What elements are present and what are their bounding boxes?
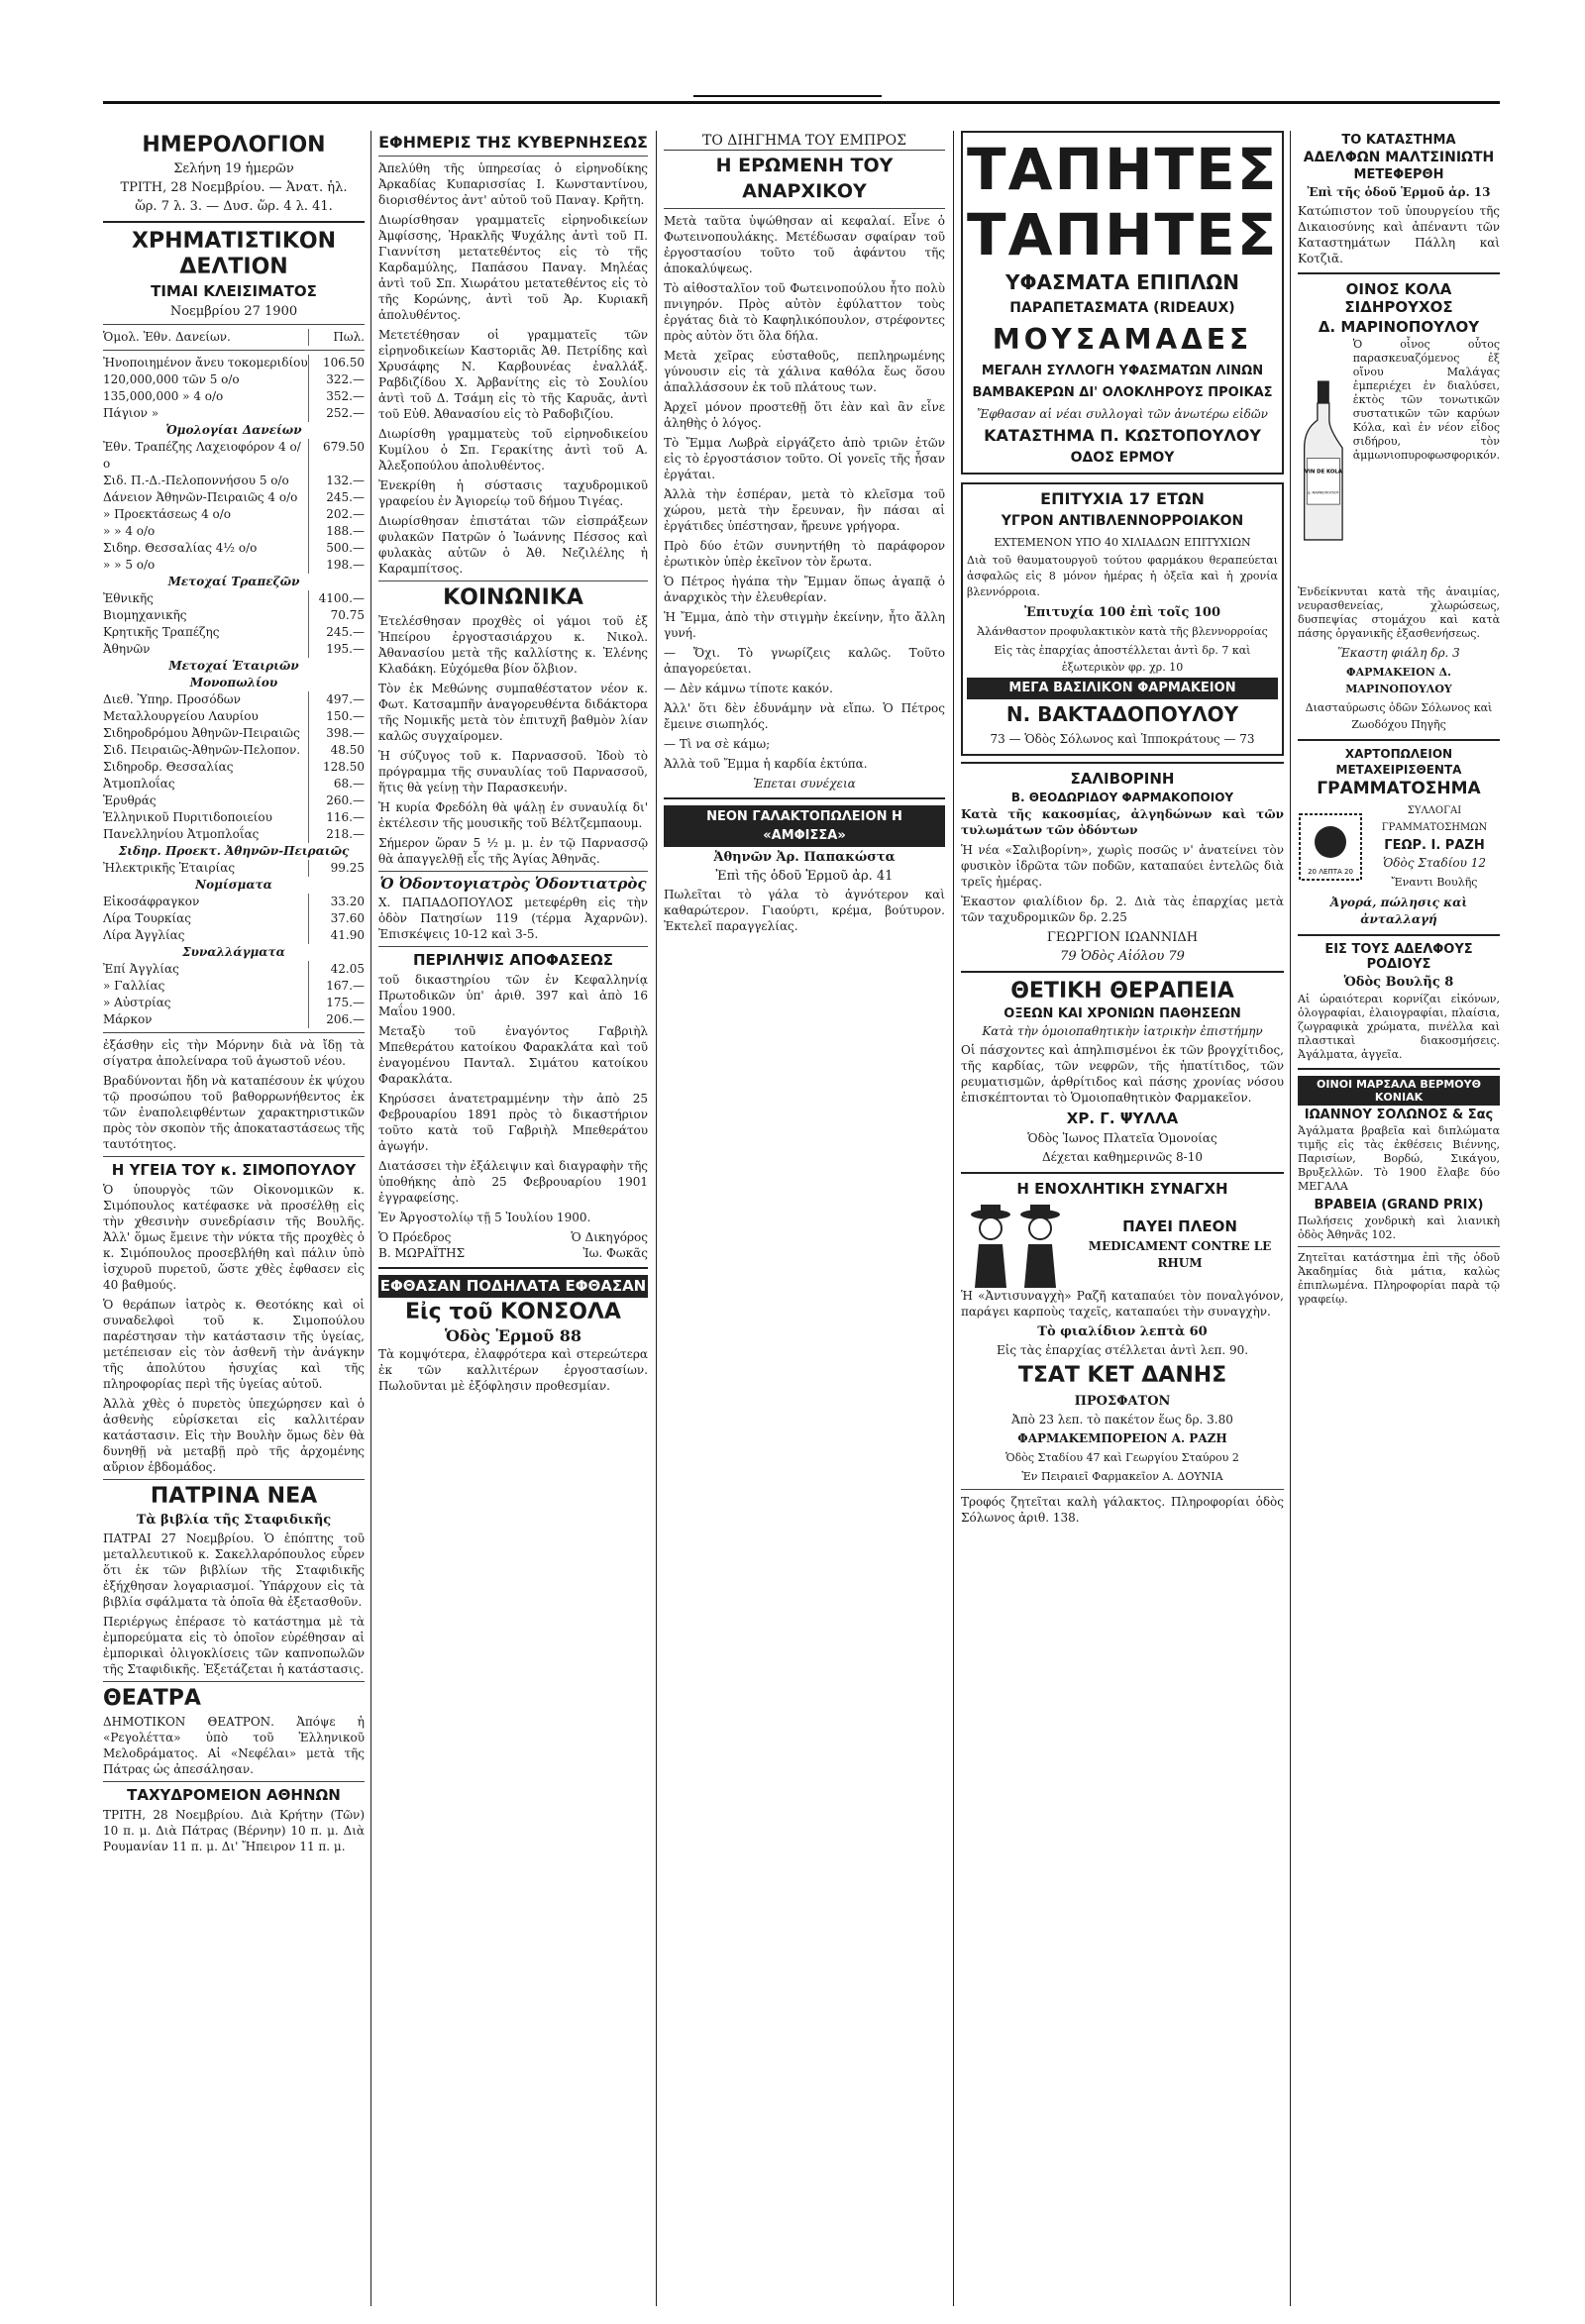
article-paragraph: ΤΡΙΤΗ, 28 Νοεμβρίου. Διὰ Κρήτην (Τῶν) 10 π. μ. Διὰ Πάτρας (Βέρνην) 10 π. μ. Διὰ Ρουμανίαν 11 π. μ. Δι' Ἤπειρον 11 π. μ. bbox=[103, 1808, 365, 1853]
article-paragraph: Ἐν Ἀργοστολίῳ τῇ 5 Ἰουλίου 1900. bbox=[378, 1211, 591, 1224]
financial-row-value: 198.— bbox=[308, 557, 365, 574]
financial-row-value: 497.— bbox=[308, 691, 365, 708]
article-paragraph: Ἀλλ' ὅτι δὲν ἐδυνάμην νὰ εἴπω. Ὁ Πέτρος ἔμεινε σιωπηλός. bbox=[664, 701, 945, 731]
financial-table-row bbox=[103, 422, 365, 439]
financial-header-left: Ὁμολ. Ἐθν. Δανείων. bbox=[103, 330, 231, 344]
kola-wine-body bbox=[1298, 338, 1500, 585]
financial-row-name: Κρητικῆς Τραπέζης bbox=[103, 625, 220, 639]
article-paragraph: Μετὰ ταῦτα ὑψώθησαν αἱ κεφαλαί. Εἶνε ὁ Φωτεινοπουλάκης. Μετέδωσαν σφαίραν τοῦ ἐργοστασίου τοῦτο τοῦ ἀφάντου τῆς ἀποκαλύψεως. bbox=[664, 214, 945, 275]
financial-row-value: 116.— bbox=[308, 809, 365, 826]
financial-row-value: 132.— bbox=[308, 473, 365, 489]
post-office-heading: ΤΑΧΥΔΡΟΜΕΙΟΝ ΑΘΗΝΩΝ bbox=[127, 1786, 341, 1804]
wines-maker: ΙΩΑΝΝΟΥ ΣΟΛΩΝΟΣ & Σας bbox=[1304, 1108, 1494, 1122]
theatres-heading: ΘΕΑΤΡΑ bbox=[103, 1686, 201, 1711]
financial-table-row bbox=[103, 489, 365, 506]
financial-table-header bbox=[103, 329, 365, 346]
pharmacy-line: Ν. ΒΑΚΤΑΔΟΠΟΥΛΟΥ bbox=[1005, 702, 1239, 726]
ad-paragraph: Ἡ «Ἀντισυναγχὴ» Ραζῆ καταπαύει τὸν ποναλγόνον, παράγει καρποὺς ταχεῖς, καταπαύει τὴν συναγχὴν. bbox=[961, 1289, 1284, 1319]
story-kicker: ΤΟ ΔΙΗΓΗΜΑ ΤΟΥ ΕΜΠΡΟΣ bbox=[664, 133, 945, 151]
pharmacy-line: 73 — Ὁδὸς Σόλωνος καὶ Ἱπποκράτους — 73 bbox=[990, 732, 1255, 746]
financial-row-name: » » 4 ο/ο bbox=[103, 524, 156, 538]
financial-row-value: 679.50 bbox=[308, 439, 365, 473]
patras-news-subheading: Τὰ βιβλία τῆς Σταφιδικῆς bbox=[136, 1513, 332, 1528]
financial-row-value: 218.— bbox=[308, 826, 365, 843]
financial-row-value: 42.05 bbox=[308, 961, 365, 978]
financial-row-name: Ἑρυθράς bbox=[103, 793, 157, 807]
ad-paragraph: Πωλήσεις χονδρικὴ καὶ λιανικὴ ὁδὸς Ἀθηνᾶς 102. bbox=[1298, 1215, 1500, 1241]
financial-row-value: 150.— bbox=[308, 708, 365, 725]
financial-table-row bbox=[103, 776, 365, 792]
article-paragraph: Ἀλλὰ χθὲς ὁ πυρετὸς ὑπεχώρησεν καὶ ὁ ἀσθενὴς εὑρίσκεται εἰς καλλιτέραν κατάστασιν. Εἰς τὴν Βουλὴν ὅμως δὲν θὰ δυνηθῇ νὰ μεταβῇ πρὸ τῆς ἀρχομένης αὔριον ἑβδομάδος. bbox=[103, 1397, 365, 1474]
carpets-line: ΜΟΥΣΑΜΑΔΕΣ bbox=[992, 323, 1253, 356]
government-gazette-heading: ΕΦΗΜΕΡΙΣ ΤΗΣ ΚΥΒΕΡΝΗΣΕΩΣ bbox=[378, 133, 648, 152]
article-paragraph: — Τὶ να σὲ κάμω; bbox=[664, 737, 771, 751]
saliborine-subheading: Β. ΘΕΟΔΩΡΙΔΟΥ ΦΑΡΜΑΚΟΠΟΙΟΥ bbox=[1010, 791, 1234, 804]
carpets-ad bbox=[961, 131, 1284, 475]
carpets-line: Ἔφθασαν αἱ νέαι συλλογαὶ τῶν ἀνωτέρω εἰδῶν bbox=[977, 407, 1268, 421]
calendar-line: ΤΡΙΤΗ, 28 Νοεμβρίου. — Ἀνατ. ἡλ. bbox=[120, 180, 348, 195]
kola-wine-maker: Δ. ΜΑΡΙΝΟΠΟΥΛΟΥ bbox=[1318, 318, 1480, 336]
pharmacy-line: ΕΧΤΕΜΕΝΟΝ ΥΠΟ 40 ΧΙΛΙΑΔΩΝ ΕΠΙΤΥΧΙΩΝ bbox=[994, 536, 1251, 549]
financial-row-value: 245.— bbox=[308, 624, 365, 641]
financial-table-row bbox=[103, 910, 365, 927]
financial-table-row bbox=[103, 607, 365, 624]
stamp-value-text: 20 ΛΕΠΤΑ 20 bbox=[1308, 867, 1353, 876]
financial-bulletin-title: ΧΡΗΜΑΤΙΣΤΙΚΟΝ ΔΕΛΤΙΟΝ bbox=[132, 229, 336, 279]
financial-row-value: 128.50 bbox=[308, 759, 365, 776]
financial-table-row bbox=[103, 759, 365, 776]
ad-paragraph: Ἐν Πειραιεῖ Φαρμακεῖον Α. ΔΟΥΝΙΑ bbox=[1021, 1470, 1223, 1483]
stamps-body bbox=[1298, 800, 1500, 893]
stamps-heading: ΜΕΤΑΧΕΙΡΙΣΘΕΝΤΑ bbox=[1335, 763, 1462, 777]
ad-paragraph: Εἰς τὰς ἐπαρχίας στέλλεται ἀντὶ λεπ. 90. bbox=[996, 1343, 1249, 1357]
financial-row-value: 188.— bbox=[308, 523, 365, 540]
article-paragraph: Διατάσσει τὴν ἐξάλειψιν καὶ διαγραφὴν τῆς ὑποθήκης ἀπὸ 25 Φεβρουαρίου 1901 ἐγγραφείσης. bbox=[378, 1159, 648, 1205]
financial-row-name: Μάρκον bbox=[103, 1012, 153, 1026]
financial-table-row bbox=[103, 1011, 365, 1028]
financial-row-name: Βιομηχανικῆς bbox=[103, 608, 187, 622]
article-paragraph: Μετὰ χεῖρας εὐσταθοῦς, πεπληρωμένης γύνουσιν εἰς τὰ χάλινα καθόλα ἔως ὅσου ἀπαλλάσσουν ἐκ τοῦ πλάτους των. bbox=[664, 349, 945, 394]
article-paragraph: Ἡ κυρία Φρεδόλη θὰ ψάλῃ ἐν συναυλίᾳ δι' ἐκτέλεσιν τῆς μουσικῆς τοῦ Βέλτζεμπαουμ. bbox=[378, 800, 648, 830]
financial-row-name: » Αὐστρίας bbox=[103, 996, 171, 1009]
financial-row-name: Σιδ. Π.-Δ.-Πελοποννήσου 5 ο/ο bbox=[103, 474, 289, 487]
ad-paragraph: Ἐνδείκνυται κατὰ τῆς ἀναιμίας, νευρασθενείας, χλωρώσεως, δυσπεψίας στομάχου καὶ κατὰ πάσης ὀργανικῆς ἐξασθενήσεως. bbox=[1298, 585, 1500, 640]
financial-table-row bbox=[103, 574, 365, 590]
financial-table-row bbox=[103, 792, 365, 809]
financial-row-name: » Προεκτάσεως 4 ο/ο bbox=[103, 507, 232, 521]
financial-row-name: Λίρα Ἀγγλίας bbox=[103, 928, 185, 942]
financial-row-value: 352.— bbox=[308, 388, 365, 405]
article-paragraph: Βραδύνονται ἤδη νὰ καταπέσουν ἐκ ψύχου τῷ προσώπου τοῦ βαθορρωνήθεντος ἐκ τῶν ἐναπολειφθέντων χαρακτηριστικῶν πρὸς τὸν σκοπὸν τῆς ἀποκαταστάσεως τῆς ταυτότητος. bbox=[103, 1074, 365, 1151]
article-paragraph: Σήμερον ὥραν 5 ½ μ. μ. ἐν τῷ Παρνασσῷ θὰ ἀπαγγελθῇ εἷς τῆς Ἁγίας Ἀθηνᾶς. bbox=[378, 836, 648, 866]
ad-paragraph: Ζητεῖται κατάστημα ἐπὶ τῆς ὁδοῦ Ἀκαδημίας διὰ μάτια, καλὼς ἐπιπλωμένα. Πληροφορίαι παρὰ τῷ γραφείῳ. bbox=[1298, 1251, 1500, 1306]
financial-table-row bbox=[103, 995, 365, 1011]
article-paragraph: Ὁ θεράπων ἰατρὸς κ. Θεοτόκης καὶ οἱ συναδελφοὶ τοῦ κ. Σιμοπούλου παρέστησαν τὴν κατάστασιν τῆς ὑγείας, μετέπεισαν εἰς τὸν ἀσθενῆ τὴν ἀνάγκην τῆς ἀπολύτου ἡσυχίας καὶ τῆς πληροφορίας περὶ τῆς ὑγείας αὐτοῦ. bbox=[103, 1298, 365, 1391]
article-paragraph: τοῦ δικαστηρίου τῶν ἐν Κεφαλληνίᾳ Πρωτοδικῶν ὑπ' ἀριθ. 397 καὶ ἀπὸ 16 Μαΐου 1900. bbox=[378, 973, 648, 1018]
financial-row-value: 260.— bbox=[308, 792, 365, 809]
financial-row-name: Μετοχαί Τραπεζῶν bbox=[167, 575, 300, 588]
financial-row-name: Ἐθν. Τραπέζης Λαχειοφόρον 4 ο/ο bbox=[103, 440, 301, 471]
financial-header-right: Πωλ. bbox=[308, 329, 365, 346]
article-paragraph: Πωλεῖται τὸ γάλα τὸ ἀγνότερον καὶ καθαρώτερον. Γιαούρτι, κρέμα, βούτυρον. Ἐκτελεῖ παραγγελίας. bbox=[664, 888, 945, 933]
financial-row-value: 106.50 bbox=[308, 355, 365, 371]
ad-paragraph: Τροφός ζητεῖται καλὴ γάλακτος. Πληροφορίαι ὁδὸς Σόλωνος ἀριθ. 138. bbox=[961, 1495, 1284, 1525]
signature-line: Ὁ Δικηγόρος bbox=[571, 1230, 648, 1244]
cold-remedy-illustration-row bbox=[961, 1201, 1284, 1288]
ad-paragraph: ΓΕΩΡΓΙΟΝ ΙΩΑΝΝΙΔΗ bbox=[1046, 930, 1199, 945]
article-paragraph: Ἐτελέσθησαν προχθὲς οἱ γάμοι τοῦ ἐξ Ἠπείρου ἐργοστασιάρχου κ. Νικολ. Ἀθανασίου μετὰ τῆς καλλίστης κ. Ἐλένης Κλαδάκη. Εὐχόμεθα βίον ὄλβιον. bbox=[378, 614, 648, 676]
financial-row-value: 70.75 bbox=[308, 607, 365, 624]
financial-row-name: Ἀτμοπλοΐας bbox=[103, 777, 175, 791]
financial-bulletin-date: Νοεμβρίου 27 1900 bbox=[169, 304, 298, 319]
article-paragraph: Χ. ΠΑΠΑΔΟΠΟΥΛΟΣ μετεφέρθη εἰς τὴν ὁδὸν Πατησίων 119 (τέρμα Ἀχαρνῶν). Ἐπισκέψεις 10-12 καὶ 3-5. bbox=[378, 896, 648, 941]
financial-row-name: » Γαλλίας bbox=[103, 979, 165, 993]
financial-row-name: Μετοχαί Ἑταιριῶν bbox=[168, 659, 299, 673]
saliborine-heading: ΣΑΛΙΒΟΡΙΝΗ bbox=[1070, 770, 1175, 788]
ad-paragraph: Ἀγορά, πώλησις καὶ ἀνταλλαγή bbox=[1329, 896, 1468, 926]
article-paragraph: Πρὸ δύο ἐτῶν συνηντήθη τὸ παράφορον ἐρωτικὸν ὑπὲρ ἐκεῖνον τὸν ἔρωτα. bbox=[664, 539, 945, 569]
article-paragraph: — Δὲν κάμνω τίποτε κακόν. bbox=[664, 682, 833, 695]
ad-paragraph: Ἔναντι Βουλῆς bbox=[1391, 876, 1478, 889]
cold-remedy-subheading: ΠΑΥΕΙ ΠΛΕΟΝ bbox=[1122, 1216, 1237, 1235]
financial-table-row bbox=[103, 691, 365, 708]
signature-line: Ἰω. Φωκᾶς bbox=[582, 1246, 648, 1260]
therapy-name: ΧΡ. Γ. ΨΥΛΛΑ bbox=[1066, 1109, 1179, 1127]
financial-row-name: Ἀθηνῶν bbox=[103, 642, 151, 656]
column-2 bbox=[378, 131, 648, 2306]
bicycles-shop: Εἰς τοῦ ΚΟΝΣΟΛΑ bbox=[405, 1300, 621, 1324]
dairy-owner: Ἀθηνῶν Ἀρ. Παπακώστα bbox=[713, 850, 896, 865]
financial-row-name: Νομίσματα bbox=[195, 878, 272, 892]
financial-row-name: Σιδηρ. Θεσσαλίας 4½ ο/ο bbox=[103, 541, 258, 555]
financial-row-value: 41.90 bbox=[308, 927, 365, 944]
article-paragraph: Περιέργως ἐπέρασε τὸ κατάστημα μὲ τὰ ἐμπορεύματα εἰς τὸ ὁποῖον εὑρέθησαν αἱ ἐμπορικαὶ ὀλιγοκλίσεις τῶν καπνοπωλῶν τῆς Σταφιδικῆς. Ἐξετάζεται ἡ κατάστασις. bbox=[103, 1615, 365, 1676]
to-be-continued: Ἐπεται συνέχεια bbox=[753, 777, 856, 791]
article-paragraph: Διωρίσθη γραμματεὺς τοῦ εἰρηνοδικείου Κυμίλου ὁ Σπ. Γερακίτης ἀντὶ τοῦ Α. Ἀλεξοπούλου ἀπολυθέντος. bbox=[378, 427, 648, 473]
column-rule bbox=[656, 131, 657, 2306]
pharmacy-ad bbox=[961, 482, 1284, 756]
rodios-heading: ΕΙΣ ΤΟΥΣ ΑΔΕΛΦΟΥΣ ΡΟΔΙΟΥΣ bbox=[1324, 942, 1473, 972]
tea-heading: ΤΣΑΤ ΚΕΤ ΔΑΝΗΣ bbox=[1017, 1363, 1227, 1388]
stamps-seller: ΓΕΩΡ. Ι. ΡΑΖΗ bbox=[1384, 838, 1485, 853]
financial-row-name: Σιδ. Πειραιῶς-Ἀθηνῶν-Πελοπον. bbox=[103, 743, 301, 757]
financial-row-value: 167.— bbox=[308, 978, 365, 995]
financial-row-name: Πάγιον » bbox=[103, 406, 159, 420]
financial-row-value: 500.— bbox=[308, 540, 365, 557]
financial-row-name: Λίρα Τουρκίας bbox=[103, 911, 191, 925]
financial-row-name: Ἐθνικῆς bbox=[103, 591, 154, 605]
column-4 bbox=[961, 131, 1284, 2306]
financial-row-value: 33.20 bbox=[308, 894, 365, 910]
ad-paragraph: Δέχεται καθημερινῶς 8-10 bbox=[1042, 1150, 1203, 1164]
financial-table-row bbox=[103, 506, 365, 523]
financial-row-name: Σιδηροδρ. Θεσσαλίας bbox=[103, 760, 234, 774]
article-paragraph: Ἀλλὰ τὴν ἑσπέραν, μετὰ τὸ κλεῖσμα τοῦ χώρου, μετὰ τὴν ἔρευναν, ἣν πάσαι αἱ ἐργάτιδες ὑπέστησαν, ἤρευνε γρήγορα. bbox=[664, 487, 945, 533]
financial-row-value: 322.— bbox=[308, 371, 365, 388]
calendar-title: ΗΜΕΡΟΛΟΓΙΟΝ bbox=[142, 133, 326, 158]
financial-table-row bbox=[103, 523, 365, 540]
financial-row-value: 175.— bbox=[308, 995, 365, 1011]
cold-remedy-french: MEDICAMENT CONTRE LE RHUM bbox=[1088, 1238, 1272, 1270]
article-paragraph: Ὁ ὑπουργὸς τῶν Οἰκονομικῶν κ. Σιμόπουλος κατέφασκε νὰ προσέλθῃ εἰς τὴν χθεσινὴν συνεδρίασιν τῆς Βουλῆς. Ἀλλ' ὅμως ἔμεινε τὴν νύκτα τῆς προχθὲς ὁ κ. Σιμόπουλος προσεβλήθη καὶ πάλιν ὑπὸ ἰσχυροῦ πυρετοῦ, ὥστε χθὲς ἐφθασεν εἰς 40 βαθμούς. bbox=[103, 1183, 365, 1292]
column-rule bbox=[1290, 131, 1291, 2306]
financial-row-value: 99.25 bbox=[308, 860, 365, 877]
financial-table-row bbox=[103, 809, 365, 826]
ad-paragraph: Ἐκαστον φιαλίδιον δρ. 2. Διὰ τὰς ἐπαρχίας μετὰ τῶν ταχυδρομικῶν δρ. 2.25 bbox=[961, 895, 1284, 924]
store-moved-heading: ΑΔΕΛΦΩΝ ΜΑΛΤΣΙΝΙΩΤΗ bbox=[1303, 150, 1495, 165]
carpets-line: ΟΔΟΣ ΕΡΜΟΥ bbox=[1070, 450, 1175, 466]
article-paragraph: — Ὄχι. Τὸ γνωρίζεις καλῶς. Τοῦτο ἀπαγορεύεται. bbox=[664, 646, 945, 676]
ad-paragraph: ΦΑΡΜΑΚΕΙΟΝ Δ. ΜΑΡΙΝΟΠΟΥΛΟΥ bbox=[1345, 666, 1452, 695]
stamps-heading: ΓΡΑΜΜΑΤΟΣΗΜΑ bbox=[1317, 779, 1481, 798]
pharmacy-line: ΥΓΡΟΝ ΑΝΤΙΒΛΕΝΝΟΡΡΟΙΑΚΟΝ bbox=[1001, 513, 1244, 529]
ad-paragraph: Ὁ οἶνος οὗτος παρασκευαζόμενος ἐξ οἴνου Μαλάγας ἐμπεριέχει ἐν διαλύσει, ἐκτὸς τῶν τονωτικῶν συστατικῶν τῶν καρύων Κόλα, καὶ ἐν νέον εἶδος σιδήρου, τὸν ἁμμωνιοπυροφωσφορικόν. bbox=[1352, 338, 1500, 462]
therapy-heading: ΘΕΤΙΚΗ ΘΕΡΑΠΕΙΑ bbox=[1010, 979, 1234, 1004]
ad-paragraph: Κατώπιστον τοῦ ὑπουργείου τῆς Δικαιοσύνης καὶ ἀπέναντι τῶν Καταστημάτων Πάλλη καὶ Κοτζιᾶ. bbox=[1298, 204, 1500, 265]
financial-table bbox=[103, 355, 365, 1028]
financial-table-row bbox=[103, 540, 365, 557]
ad-paragraph: Ὁδὸς Σταδίου 47 καὶ Γεωργίου Σταύρου 2 bbox=[1005, 1451, 1239, 1464]
article-paragraph: Ἀλλὰ τοῦ Ἔμμα ἡ καρδία ἐκτύπα. bbox=[664, 757, 868, 771]
dairy-banner: ΝΕΟΝ ΓΑΛΑΚΤΟΠΩΛΕΙΟΝ Η «ΑΜΦΙΣΣΑ» bbox=[664, 805, 945, 847]
carpets-line: ΥΦΑΣΜΑΤΑ ΕΠΙΠΛΩΝ bbox=[1005, 270, 1239, 294]
article-paragraph: Τὸ αἱθοσταλῖον τοῦ Φωτεινοπούλου ἦτο πολὺ πνιγηρόν. Πρὸς αὐτὸν ἐφύλαττον τοὺς ἐργάτας διὰ τὸ Καφηλικόπουλον, στρέφοντες πρὸς αὐτὸν ὅτι ὅλα δήλα. bbox=[664, 281, 945, 343]
article-paragraph: ἐξάσθην εἰς τὴν Μόρνην διὰ νὰ ἴδῃ τὰ σίγατρα ἀπολείναρα τοῦ ἀγωστοῦ νέου. bbox=[103, 1038, 365, 1068]
financial-table-row bbox=[103, 590, 365, 607]
ad-paragraph: Ἀπὸ 23 λεπ. τὸ πακέτον ἕως δρ. 3.80 bbox=[1011, 1413, 1233, 1426]
financial-row-name: Ἑλληνικοῦ Πυριτιδοποιείου bbox=[103, 810, 272, 824]
social-heading: ΚΟΙΝΩΝΙΚΑ bbox=[443, 585, 583, 610]
financial-row-value: 195.— bbox=[308, 641, 365, 658]
cold-remedy-heading: Η ΕΝΟΧΛΗΤΙΚΗ ΣΥΝΑΓΧΗ bbox=[1016, 1180, 1228, 1198]
calendar-line: Σελήνη 19 ἡμερῶν bbox=[173, 161, 294, 176]
financial-row-name: Ἠνοποιημένον ἄνευ τοκομεριδίου bbox=[103, 356, 308, 370]
financial-row-name: Σιδηρ. Προεκτ. Ἀθηνῶν-Πειραιῶς bbox=[118, 844, 350, 858]
story-title: Η ΕΡΩΜΕΝΗ ΤΟΥ ΑΝΑΡΧΙΚΟΥ bbox=[715, 155, 894, 202]
financial-row-name: Ἠλεκτρικῆς Ἑταιρίας bbox=[103, 861, 236, 875]
pharmacy-line: ΕΠΙΤΥΧΙΑ 17 ΕΤΩΝ bbox=[1040, 489, 1205, 508]
bicycles-address: Ὁδὸς Ἑρμοῦ 88 bbox=[444, 1326, 582, 1345]
financial-row-name: Πανελληνίου Ἀτμοπλοΐας bbox=[103, 827, 260, 841]
financial-table-row bbox=[103, 641, 365, 658]
signatures bbox=[378, 1229, 648, 1261]
financial-table-row bbox=[103, 742, 365, 759]
financial-row-value: 37.60 bbox=[308, 910, 365, 927]
wines-banner: ΟΙΝΟΙ ΜΑΡΣΑΛΑ ΒΕΡΜΟΥΘ ΚΟΝΙΑΚ bbox=[1298, 1076, 1500, 1106]
pharmacy-line: Εἰς τὰς ἐπαρχίας ἀποστέλλεται ἀντὶ δρ. 7 καὶ ἐξωτερικὸν φρ. χρ. 10 bbox=[994, 644, 1251, 674]
financial-table-row bbox=[103, 725, 365, 742]
financial-row-name: Δάνειον Ἀθηνῶν-Πειραιῶς 4 ο/ο bbox=[103, 490, 298, 504]
carpets-headline: ΤΑΠΗΤΕΣ ΤΑΠΗΤΕΣ bbox=[967, 136, 1279, 268]
ad-paragraph: Ἐπὶ τῆς ὁδοῦ Ἑρμοῦ ἀρ. 13 bbox=[1307, 185, 1491, 199]
kola-wine-heading: ΟΙΝΟΣ ΚΟΛΑ ΣΙΔΗΡΟΥΧΟΣ bbox=[1344, 280, 1453, 316]
dentist-heading: Ὁ Ὀδοντογιατρὸς Ὁδοντιατρὸς bbox=[379, 875, 647, 893]
financial-table-row bbox=[103, 388, 365, 405]
ad-paragraph: Οἱ πάσχοντες καὶ ἀπηλπισμένοι ἐκ τῶν βρογχίτιδος, τῆς καρδίας, τῶν νεφρῶν, τῆς ἡπατίτιδος, τῶν ρευματισμῶν, ἀρθρίτιδος καὶ πάσης χρονίας νόσου ἐπισκέπτονται τὸ Ὁμοιοπαθητικὸν Φαρμακεῖον. bbox=[961, 1043, 1284, 1105]
financial-bulletin-subtitle: ΤΙΜΑΙ ΚΛΕΙΣΙΜΑΤΟΣ bbox=[151, 282, 317, 300]
financial-row-name: Μονοπωλίου bbox=[189, 676, 278, 689]
financial-table-row bbox=[103, 371, 365, 388]
financial-row-name: Μεταλλουργείου Λαυρίου bbox=[103, 709, 259, 723]
ad-paragraph: Τὸ φιαλίδιον λεπτὰ 60 bbox=[1037, 1324, 1208, 1339]
financial-table-row bbox=[103, 473, 365, 489]
ad-paragraph: Ὁδὸς Ἰωνος Πλατεῖα Ὁμονοίας bbox=[1027, 1131, 1217, 1145]
financial-row-value: 48.50 bbox=[308, 742, 365, 759]
article-paragraph: Τὸν ἐκ Μεθώνης συμπαθέστατον νέον κ. Φωτ. Κατσαμπῆν ἀναγορευθέντα διδάκτορα τῆς Νομικῆς μετὰ τὸν ἐπιτυχῆ βαθμὸν λίαν καλῶς συγχαίρομεν. bbox=[378, 682, 648, 743]
signature-line: Ὁ Πρόεδρος bbox=[378, 1230, 452, 1244]
carpets-line: ΠΑΡΑΠΕΤΑΣΜΑΤΑ (RIDEAUX) bbox=[1009, 300, 1235, 316]
financial-table-row bbox=[103, 439, 365, 473]
postage-stamp-icon bbox=[1298, 812, 1363, 882]
column-1 bbox=[103, 131, 365, 2306]
stamps-heading: ΧΑΡΤΟΠΩΛΕΙΟΝ bbox=[1344, 747, 1453, 761]
court-summary-heading: ΠΕΡΙΛΗΨΙΣ ΑΠΟΦΑΣΕΩΣ bbox=[412, 951, 614, 969]
financial-table-row bbox=[103, 843, 365, 860]
article-paragraph: Τὸ Ἔμμα Λωβρὰ εἰργάζετο ἀπὸ τριῶν ἐτῶν εἰς τὸ ἐργοστάσιον τοῦτο. Οἱ γονεῖς τῆς ἦσαν ἐργάται. bbox=[664, 436, 945, 481]
signature-line: Β. ΜΩΡΑΪΤΗΣ bbox=[378, 1246, 466, 1260]
financial-table-row bbox=[103, 860, 365, 877]
rodios-address: Ὁδὸς Βουλῆς 8 bbox=[1343, 975, 1454, 990]
article-paragraph: Ἀπελύθη τῆς ὑπηρεσίας ὁ εἰρηνοδίκης Ἀρκαδίας Κυπαρισσίας Ι. Κωνσταντίνου, διορισθέντος ἀντ' αὐτοῦ τοῦ Παναγ. Κρῆτη. bbox=[378, 161, 648, 207]
financial-table-row bbox=[103, 624, 365, 641]
article-paragraph: Τὰ κομψότερα, ἐλαφρότερα καὶ στερεώτερα ἐκ τῶν καλλιτέρων ἐργοστασίων. Πωλοῦνται μὲ ἐξόφλησιν προθεσμίαν. bbox=[378, 1347, 648, 1393]
carpets-line: ΒΑΜΒΑΚΕΡΩΝ ΔΙ' ΟΛΟΚΛΗΡΟΥΣ ΠΡΟΙΚΑΣ bbox=[972, 385, 1273, 400]
financial-row-name: » » 5 ο/ο bbox=[103, 558, 156, 572]
bottle-label-text: Δ. ΜΑΡΙΝΟΠΟΥΛΟΥ bbox=[1308, 490, 1339, 495]
ad-paragraph: Ἀγάλματα βραβεῖα καὶ διπλώματα τιμῆς εἰς τὰς ἐκθέσεις Βιέννης, Παρισίων, Βορδώ, Σικάγου, Βρυξελλῶν. Τὸ 1900 ἔλαβε δύο ΜΕΓΑΛΑ bbox=[1298, 1124, 1500, 1193]
bottle-label-text: VIN DE KOLA bbox=[1304, 469, 1342, 475]
ad-paragraph: Ὁδὸς Σταδίου 12 bbox=[1382, 856, 1487, 870]
financial-row-name: Εἰκοσάφραγκον bbox=[103, 895, 200, 908]
financial-table-row bbox=[103, 405, 365, 422]
article-paragraph: Ἐνεκρίθη ἡ σύστασις ταχυδρομικοῦ γραφείου ἐν Ἀγιορείῳ τοῦ δήμου Τιγέας. bbox=[378, 478, 648, 508]
financial-row-value: 252.— bbox=[308, 405, 365, 422]
patras-news-heading: ΠΑΤΡΙΝΑ ΝΕΑ bbox=[150, 1484, 318, 1509]
pharmacy-line: Ἐπιτυχία 100 ἐπὶ τοῖς 100 bbox=[1023, 605, 1221, 620]
column-rule bbox=[370, 131, 371, 2306]
article-paragraph: ΠΑΤΡΑΙ 27 Νοεμβρίου. Ὁ ἐπόπτης τοῦ μεταλλευτικοῦ κ. Σακελλαρόπουλος εὗρεν ὅτι ἐκ τῶν βιβλίων τῆς Σταφιδικῆς ἐξήχθησαν λογαριασμοί. Ὑπάρχουν εἰς τὰ βιβλία σφάλματα τὰ ὁποῖα θὰ ἐξετασθοῦν. bbox=[103, 1532, 365, 1609]
article-paragraph: Ἀρχεῖ μόνον προστεθῇ ὅτι ἐὰν καὶ ἂν εἶνε ἀληθὴς ὁ λόγος. bbox=[664, 400, 945, 430]
financial-row-value: 398.— bbox=[308, 725, 365, 742]
ad-paragraph: Ἕκαστη φιάλη δρ. 3 bbox=[1337, 646, 1460, 660]
financial-row-name: 135,000,000 » 4 ο/ο bbox=[103, 389, 224, 403]
column-3 bbox=[664, 131, 945, 2306]
calendar-line: ὥρ. 7 λ. 3. — Δυσ. ὥρ. 4 λ. 41. bbox=[135, 199, 333, 214]
financial-row-value: 202.— bbox=[308, 506, 365, 523]
financial-table-row bbox=[103, 927, 365, 944]
column-5 bbox=[1298, 131, 1500, 2306]
financial-row-name: Διεθ. Ὑπηρ. Προσόδων bbox=[103, 692, 241, 706]
financial-row-value: 4100.— bbox=[308, 590, 365, 607]
article-paragraph: Μεταξὺ τοῦ ἐναγόντος Γαβριὴλ Μπεθεράτου κατοίκου Φαρακλάτα καὶ τοῦ ἐναγομένου Πανταλ. Σιμάτου κατοίκου Φαρακλάτα. bbox=[378, 1024, 648, 1086]
financial-row-name: Ἐπί Ἀγγλίας bbox=[103, 962, 179, 976]
ad-paragraph: 79 Ὁδὸς Αἰόλου 79 bbox=[1060, 949, 1185, 964]
financial-row-name: 120,000,000 τῶν 5 ο/ο bbox=[103, 372, 240, 386]
pharmacy-line: Διὰ τοῦ θαυματουργοῦ τούτου φαρμάκου θεραπεύεται ἀσφαλῶς εἰς 8 μόνον ἡμέρας ἡ ὀξεῖα καὶ ἡ χρονία βλεννόρροια. bbox=[967, 554, 1278, 598]
store-moved-heading: ΜΕΤΕΦΕΡΘΗ bbox=[1353, 167, 1444, 182]
financial-table-row bbox=[103, 877, 365, 894]
article-paragraph: Διωρίσθησαν γραμματεῖς εἰρηνοδικείων Ἀμφίσσης, Ἡρακλῆς Ψυχάλης ἀντὶ τοῦ Π. Γιαννίτση μετατεθέντος εἰς τὸ τῆς Καρδαμύλης, Παπάσου Παναγ. Μηλέας ἀντὶ τοῦ Σπ. Χιωράτου μετατεθέντος εἰς τὸ τῆς Κορώνης, ἀντὶ τοῦ Ἀρ. Κυριακῆ ἀπολυθέντος. bbox=[378, 213, 648, 322]
financial-table-row bbox=[103, 658, 365, 675]
financial-table-row bbox=[103, 557, 365, 574]
bicycles-banner: ΕΦΘΑΣΑΝ ΠΟΔΗΛΑΤΑ ΕΦΘΑΣΑΝ bbox=[378, 1275, 648, 1298]
health-heading: Η ΥΓΕΙΑ ΤΟΥ κ. ΣΙΜΟΠΟΥΛΟΥ bbox=[111, 1161, 357, 1179]
financial-table-row bbox=[103, 826, 365, 843]
article-paragraph: ΔΗΜΟΤΙΚΟΝ ΘΕΑΤΡΟΝ. Ἀπόψε ἡ «Ρεγολέττα» ὑπὸ τοῦ Ἑλληνικοῦ Μελοδράματος. Αἱ «Νεφέλαι» μετὰ τῆς Πάτρας ὡς ἀπεσάλησαν. bbox=[103, 1715, 365, 1776]
financial-table-row bbox=[103, 355, 365, 371]
wines-award: ΒΡΑΒΕΙΑ (GRAND PRIX) bbox=[1314, 1198, 1484, 1213]
masthead-fold-mark bbox=[693, 95, 882, 107]
article-paragraph: Ἡ Ἔμμα, ἀπὸ τὴν στιγμὴν ἐκείνην, ἦτο ἄλλη γυνή. bbox=[664, 610, 945, 640]
financial-table-row bbox=[103, 961, 365, 978]
financial-table-row bbox=[103, 708, 365, 725]
two-men-sneezing-icon bbox=[961, 1201, 1070, 1288]
ad-paragraph: Αἱ ὡραιότεραι κορνίζαι εἰκόνων, ὁλογραφίαι, ἐλαιογραφίαι, πλαίσια, ζωγραφικὰ χρώματα, πινέλλα καὶ πλαστικαὶ διακοσμήσεις. Ἀγάλματα, ἀγγεῖα. bbox=[1298, 993, 1500, 1061]
article-paragraph: Μετετέθησαν οἱ γραμματεῖς τῶν εἰρηνοδικείων Καστοριᾶς Ἀθ. Πετρίδης καὶ Χρυσάφης Ν. Καρβουνέας ἐναλλάξ. Ραβδιζίδου Χ. Ἀρβανίτης εἰς τὸ Σουλίου ἀντὶ τοῦ Δ. Τσάμη εἰς τὸ τῆς Καρυᾶς, ἀντὶ τοῦ Εὐθ. Ἀθανασίου εἰς τὸ Ραδοβιζίου. bbox=[378, 328, 648, 421]
article-paragraph: Ἡ σύζυγος τοῦ κ. Παρνασσοῦ. Ἰδοὺ τὸ πρόγραμμα τῆς συναυλίας τοῦ Παρνασσοῦ, ἥτις θὰ γείνῃ τὴν Παρασκευήν. bbox=[378, 749, 648, 794]
ad-paragraph: Κατὰ τῆς κακοσμίας, ἀλγηδώνων καὶ τῶν τυλωμάτων τῶν ὀδόντων bbox=[961, 807, 1284, 837]
article-paragraph: Ὁ Πέτρος ἠγάπα τὴν Ἔμμαν ὅπως ἀγαπᾷ ὁ ἀναρχικὸς τὴν ἐλευθερίαν. bbox=[664, 575, 945, 604]
financial-row-name: Σιδηροδρόμου Ἀθηνῶν-Πειραιῶς bbox=[103, 726, 300, 740]
article-paragraph: Κηρύσσει ἀνατετραμμένην τὴν ἀπὸ 25 Φεβρουαρίου 1891 πρὸς τὸ δικαστήριον τοῦτο κατὰ τοῦ Γαβριὴλ Μπεθεράτου ἀγωγήν. bbox=[378, 1092, 648, 1153]
financial-row-name: Ὁμολογίαι Δανείων bbox=[165, 423, 302, 437]
tea-subheading: ΠΡΟΣΦΑΤΟΝ bbox=[1074, 1394, 1171, 1409]
financial-table-row bbox=[103, 978, 365, 995]
article-paragraph: Διωρίσθησαν ἐπιστάται τῶν εἰσπράξεων φυλακῶν Πατρῶν ὁ Ἰωάννης Πέσσος καὶ φυλακὰς αὐτῶν ὁ Ἀθ. Νεζιλέλης ἡ Καραμπίτσος. bbox=[378, 514, 648, 576]
ad-paragraph: Ἡ νέα «Σαλιβορίνη», χωρὶς ποσῶς ν' ἀνατείνει τὸν φυσικὸν ἱδρῶτα τῶν ποδῶν, καταπαύει ἐντελῶς διὰ τρεῖς ἡμέρας. bbox=[961, 843, 1284, 889]
financial-row-value: 245.— bbox=[308, 489, 365, 506]
financial-row-value: 68.— bbox=[308, 776, 365, 792]
ad-paragraph: Διασταύρωσις ὁδῶν Σόλωνος καὶ Ζωοδόχου Πηγῆς bbox=[1305, 701, 1493, 731]
carpets-line: ΜΕΓΑΛΗ ΣΥΛΛΟΓΗ ΥΦΑΣΜΑΤΩΝ ΛΙΝΩΝ bbox=[981, 364, 1264, 378]
ad-paragraph: ΦΑΡΜΑΚΕΜΠΟΡΕΙΟΝ Α. ΡΑΖΗ bbox=[1017, 1431, 1227, 1445]
therapy-subheading: Κατὰ τὴν ὁμοιοπαθητικὴν ἰατρικὴν ἐπιστήμην bbox=[982, 1024, 1263, 1038]
column-rule bbox=[953, 131, 954, 2306]
financial-row-name: Συναλλάγματα bbox=[182, 945, 285, 959]
financial-table-row bbox=[103, 675, 365, 691]
dairy-address: Ἐπὶ τῆς ὁδοῦ Ἑρμοῦ ἀρ. 41 bbox=[715, 869, 894, 884]
financial-table-row bbox=[103, 894, 365, 910]
pharmacy-line: ΜΕΓΑ ΒΑΣΙΛΙΚΟΝ ΦΑΡΜΑΚΕΙΟΝ bbox=[967, 678, 1278, 699]
therapy-subheading: ΟΞΕΩΝ ΚΑΙ ΧΡΟΝΙΩΝ ΠΑΘΗΣΕΩΝ bbox=[1004, 1006, 1241, 1021]
carpets-line: ΚΑΤΑΣΤΗΜΑ Π. ΚΩΣΤΟΠΟΥΛΟΥ bbox=[984, 426, 1261, 445]
wine-bottle-icon bbox=[1298, 338, 1349, 585]
pharmacy-line: Ἀλάνθαστον προφυλακτικὸν κατὰ τῆς βλεννορροίας bbox=[977, 625, 1268, 638]
financial-row-value: 206.— bbox=[308, 1011, 365, 1028]
store-moved-heading: ΤΟ ΚΑΤΑΣΤΗΜΑ bbox=[1341, 133, 1456, 148]
ad-paragraph: ΣΥΛΛΟΓΑΙ ΓΡΑΜΜΑΤΟΣΗΜΩΝ bbox=[1381, 805, 1488, 833]
financial-table-row bbox=[103, 944, 365, 961]
